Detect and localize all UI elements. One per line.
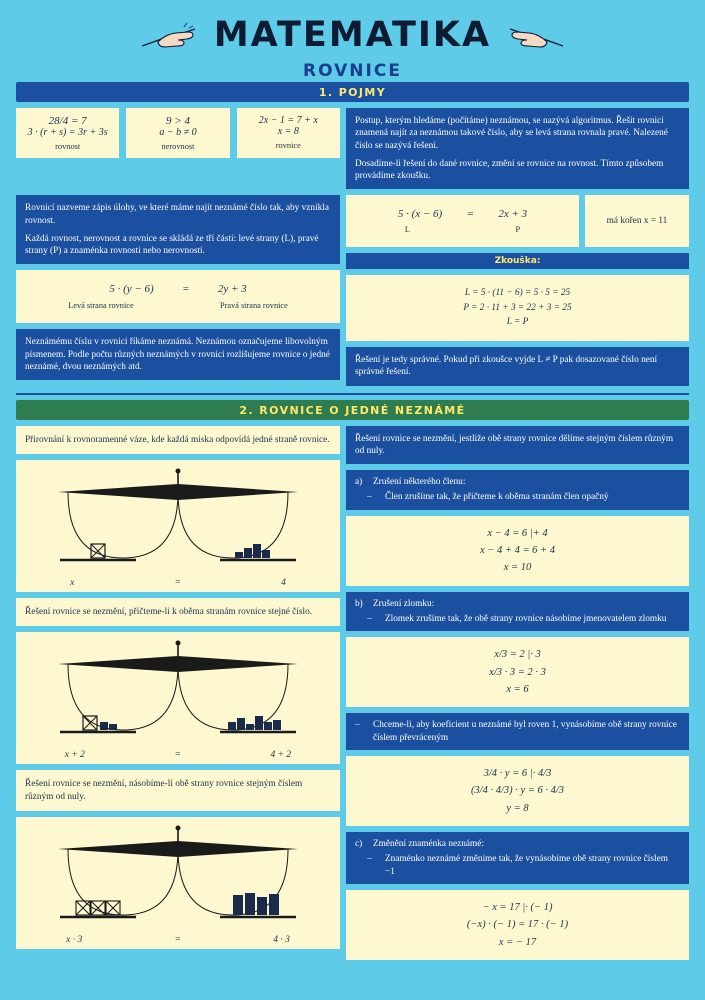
scale-note-1: Řešení rovnice se nezmění, přičteme-li k oběma stranám rovnice stejné číslo.	[16, 598, 340, 626]
intro-text-block	[346, 108, 689, 189]
step-a-line-3: x = 10	[503, 562, 532, 574]
sample-equation-root: má kořen x = 11	[585, 195, 689, 247]
balance-scale-3	[16, 817, 340, 949]
section-divider	[16, 393, 689, 395]
balance-scale-2	[16, 632, 340, 764]
zkouska-line-3: L = P	[506, 317, 529, 328]
scale-1-left-label: x	[70, 578, 75, 589]
definition-block	[16, 195, 340, 264]
zkouska-header: Zkouška:	[346, 253, 689, 269]
step-a-marker: a)	[355, 477, 363, 488]
step-a-example	[346, 516, 689, 586]
equation-left-label: Levá strana rovnice	[68, 301, 134, 311]
equation-parts-example	[16, 270, 340, 323]
step-c-block	[346, 832, 689, 884]
definition-paragraph-1: Rovnicí nazveme zápis úlohy, ve které máme najít neznámé číslo tak, aby vznikla rovnost.	[25, 203, 330, 226]
hand-pointing-icon-right	[505, 22, 565, 54]
section-pojmy-body	[16, 108, 689, 386]
step-b-line-2: x/3 · 3 = 2 · 3	[489, 666, 546, 678]
step-b-line-3: x = 6	[506, 684, 529, 696]
definition-paragraph-2: Každá rovnost, nerovnost a rovnice se skládá ze tří částí: levé strany (L), pravé strany (P) a znaménka rovnosti nebo nerovnosti.	[25, 233, 319, 257]
scale-2-right-label: 4 + 2	[270, 750, 292, 761]
intro-paragraph-2: Dosadíme-li řešení do dané rovnice, změní se rovnice na rovnost. Tímto způsobem provádíme zkoušku.	[355, 158, 664, 182]
step-a-title: Zrušení některého členu:	[373, 477, 466, 488]
sample-equation-left-label: L	[404, 225, 410, 235]
step-c-example	[346, 890, 689, 960]
unknown-definition-text: Neznámému číslu v rovnici říkáme neznámá. Neznámou označujeme libovolným písmenem. Podle počtu různých neznámých v rovnici rozlišujeme rovnice o jedné neznámé, dvou neznámých atd.	[25, 337, 330, 372]
page-header	[0, 0, 705, 82]
concept-caption: rovnice	[275, 141, 301, 150]
zkouska-note-text: Řešení je tedy správné. Pokud při zkoušce vyjde L ≠ P pak dosazované číslo není správné řešení.	[355, 355, 658, 378]
step-reciprocal-line-2: (3/4 · 4/3) · y = 6 · 4/3	[470, 785, 565, 797]
division-rule-text	[346, 426, 689, 465]
concept-expr-1: 2x − 1 = 7 + x	[258, 115, 318, 126]
concept-expr-2: 3 · (r + s) = 3r + 3s	[27, 127, 108, 138]
zkouska-line-1: L = 5 · (11 − 6) = 5 · 5 = 25	[464, 288, 571, 299]
step-b-marker: b)	[355, 598, 363, 609]
section-header-pojmy: 1. POJMY	[16, 82, 689, 102]
scale-note-2: Řešení rovnice se nezmění, násobíme-li obě strany rovnice stejným číslem různým od nuly.	[16, 770, 340, 811]
scale-1-right-label: 4	[281, 578, 286, 589]
step-reciprocal-dash: –	[355, 720, 360, 731]
scale-3-left-label: x · 3	[66, 935, 83, 946]
step-b-block	[346, 592, 689, 632]
step-b-example	[346, 637, 689, 707]
sample-equation-right-label: P	[515, 225, 521, 235]
step-reciprocal-description: Chceme-li, aby koeficient u neznámé byl roven 1, vynásobíme obě strany rovnice číslem převráceným	[373, 720, 677, 743]
step-b-description: Zlomek zrušíme tak, že obě strany rovnice násobíme jmenovatelem zlomku	[385, 614, 667, 625]
concept-rovnost	[16, 108, 119, 158]
sample-equation-right: 2x + 3	[498, 208, 528, 221]
concept-expr-1: 9 > 4	[166, 115, 190, 127]
scale-3-right-label: 4 · 3	[273, 935, 290, 946]
unknown-definition-block	[16, 329, 340, 380]
step-a-block	[346, 470, 689, 510]
equation-equals-sign: =	[182, 283, 190, 296]
zkouska-line-2: P = 2 · 11 + 3 = 22 + 3 = 25	[463, 302, 572, 313]
sample-equation-equals: =	[466, 208, 474, 221]
concept-expr-2: a − b ≠ 0	[159, 127, 197, 138]
page-title: MATEMATIKA	[213, 15, 492, 55]
concept-nerovnost	[126, 108, 229, 158]
step-c-marker: c)	[355, 839, 363, 850]
concept-examples	[16, 108, 340, 158]
intro-paragraph-1: Postup, kterým hledáme (počítáme) neznámou, se nazývá algoritmus. Řešit rovnici znamená najít za neznámou takové číslo, aby se levá strana rovnala pravé. Nalezené číslo se nazývá řešení.	[355, 116, 668, 151]
step-c-description: Znaménko neznámé změníme tak, že vynásobíme obě strany rovnice číslem −1	[385, 854, 668, 877]
concept-caption: rovnost	[55, 142, 81, 151]
step-c-line-1: − x = 17 |· (− 1)	[482, 902, 553, 914]
concept-rovnice	[237, 108, 340, 158]
balance-scale-1	[16, 460, 340, 592]
concept-expr-1: 28/4 = 7	[48, 115, 87, 127]
equation-right-side: 2y + 3	[217, 283, 247, 296]
page-subtitle: ROVNICE	[303, 61, 402, 81]
scale-2-left-label: x + 2	[64, 750, 85, 761]
step-c-line-2: (−x) · (− 1) = 17 · (− 1)	[466, 919, 569, 931]
scale-1-equals: =	[174, 578, 181, 589]
step-reciprocal-line-1: 3/4 · y = 6 |· 4/3	[483, 768, 552, 780]
step-a-dash: –	[367, 492, 372, 503]
step-reciprocal-line-3: y = 8	[506, 802, 529, 814]
equation-right-label: Pravá strana rovnice	[220, 301, 288, 311]
equation-left-side: 5 · (y − 6)	[109, 283, 154, 296]
section-header-rovnice: 2. ROVNICE O JEDNÉ NEZNÁMÉ	[16, 400, 689, 420]
scale-2-equals: =	[174, 750, 181, 761]
scale-intro-text: Přirovnání k rovnoramenné váze, kde každá miska odpovídá jedné straně rovnice.	[16, 426, 340, 455]
hand-pointing-icon-left	[140, 22, 200, 54]
section-rovnice-body	[16, 426, 689, 961]
sample-equation-left: 5 · (x − 6)	[397, 208, 443, 221]
step-reciprocal-block	[346, 713, 689, 750]
step-a-line-1: x − 4 = 6 |+ 4	[487, 527, 548, 539]
step-c-line-3: x = − 17	[498, 936, 537, 948]
step-a-line-2: x − 4 + 4 = 6 + 4	[479, 545, 555, 557]
concept-caption: nerovnost	[161, 142, 195, 151]
sample-equation-box	[346, 195, 579, 247]
step-b-line-1: x/3 = 2 |· 3	[494, 649, 541, 661]
step-c-title: Změnění znaménka neznámé:	[373, 839, 484, 850]
concept-expr-2: x = 8	[277, 126, 299, 137]
step-b-dash: –	[367, 614, 372, 625]
division-rule-paragraph: Řešení rovnice se nezmění, jestliže obě strany rovnice dělíme stejným číslem různým od nuly.	[355, 433, 674, 456]
step-b-title: Zrušení zlomku:	[373, 598, 435, 609]
zkouska-steps	[346, 275, 689, 341]
scale-3-equals: =	[174, 935, 181, 946]
step-c-dash: –	[367, 854, 372, 865]
zkouska-note	[346, 347, 689, 386]
step-reciprocal-example	[346, 756, 689, 826]
step-a-description: Člen zrušíme tak, že přičteme k oběma stranám člen opačný	[385, 492, 609, 503]
